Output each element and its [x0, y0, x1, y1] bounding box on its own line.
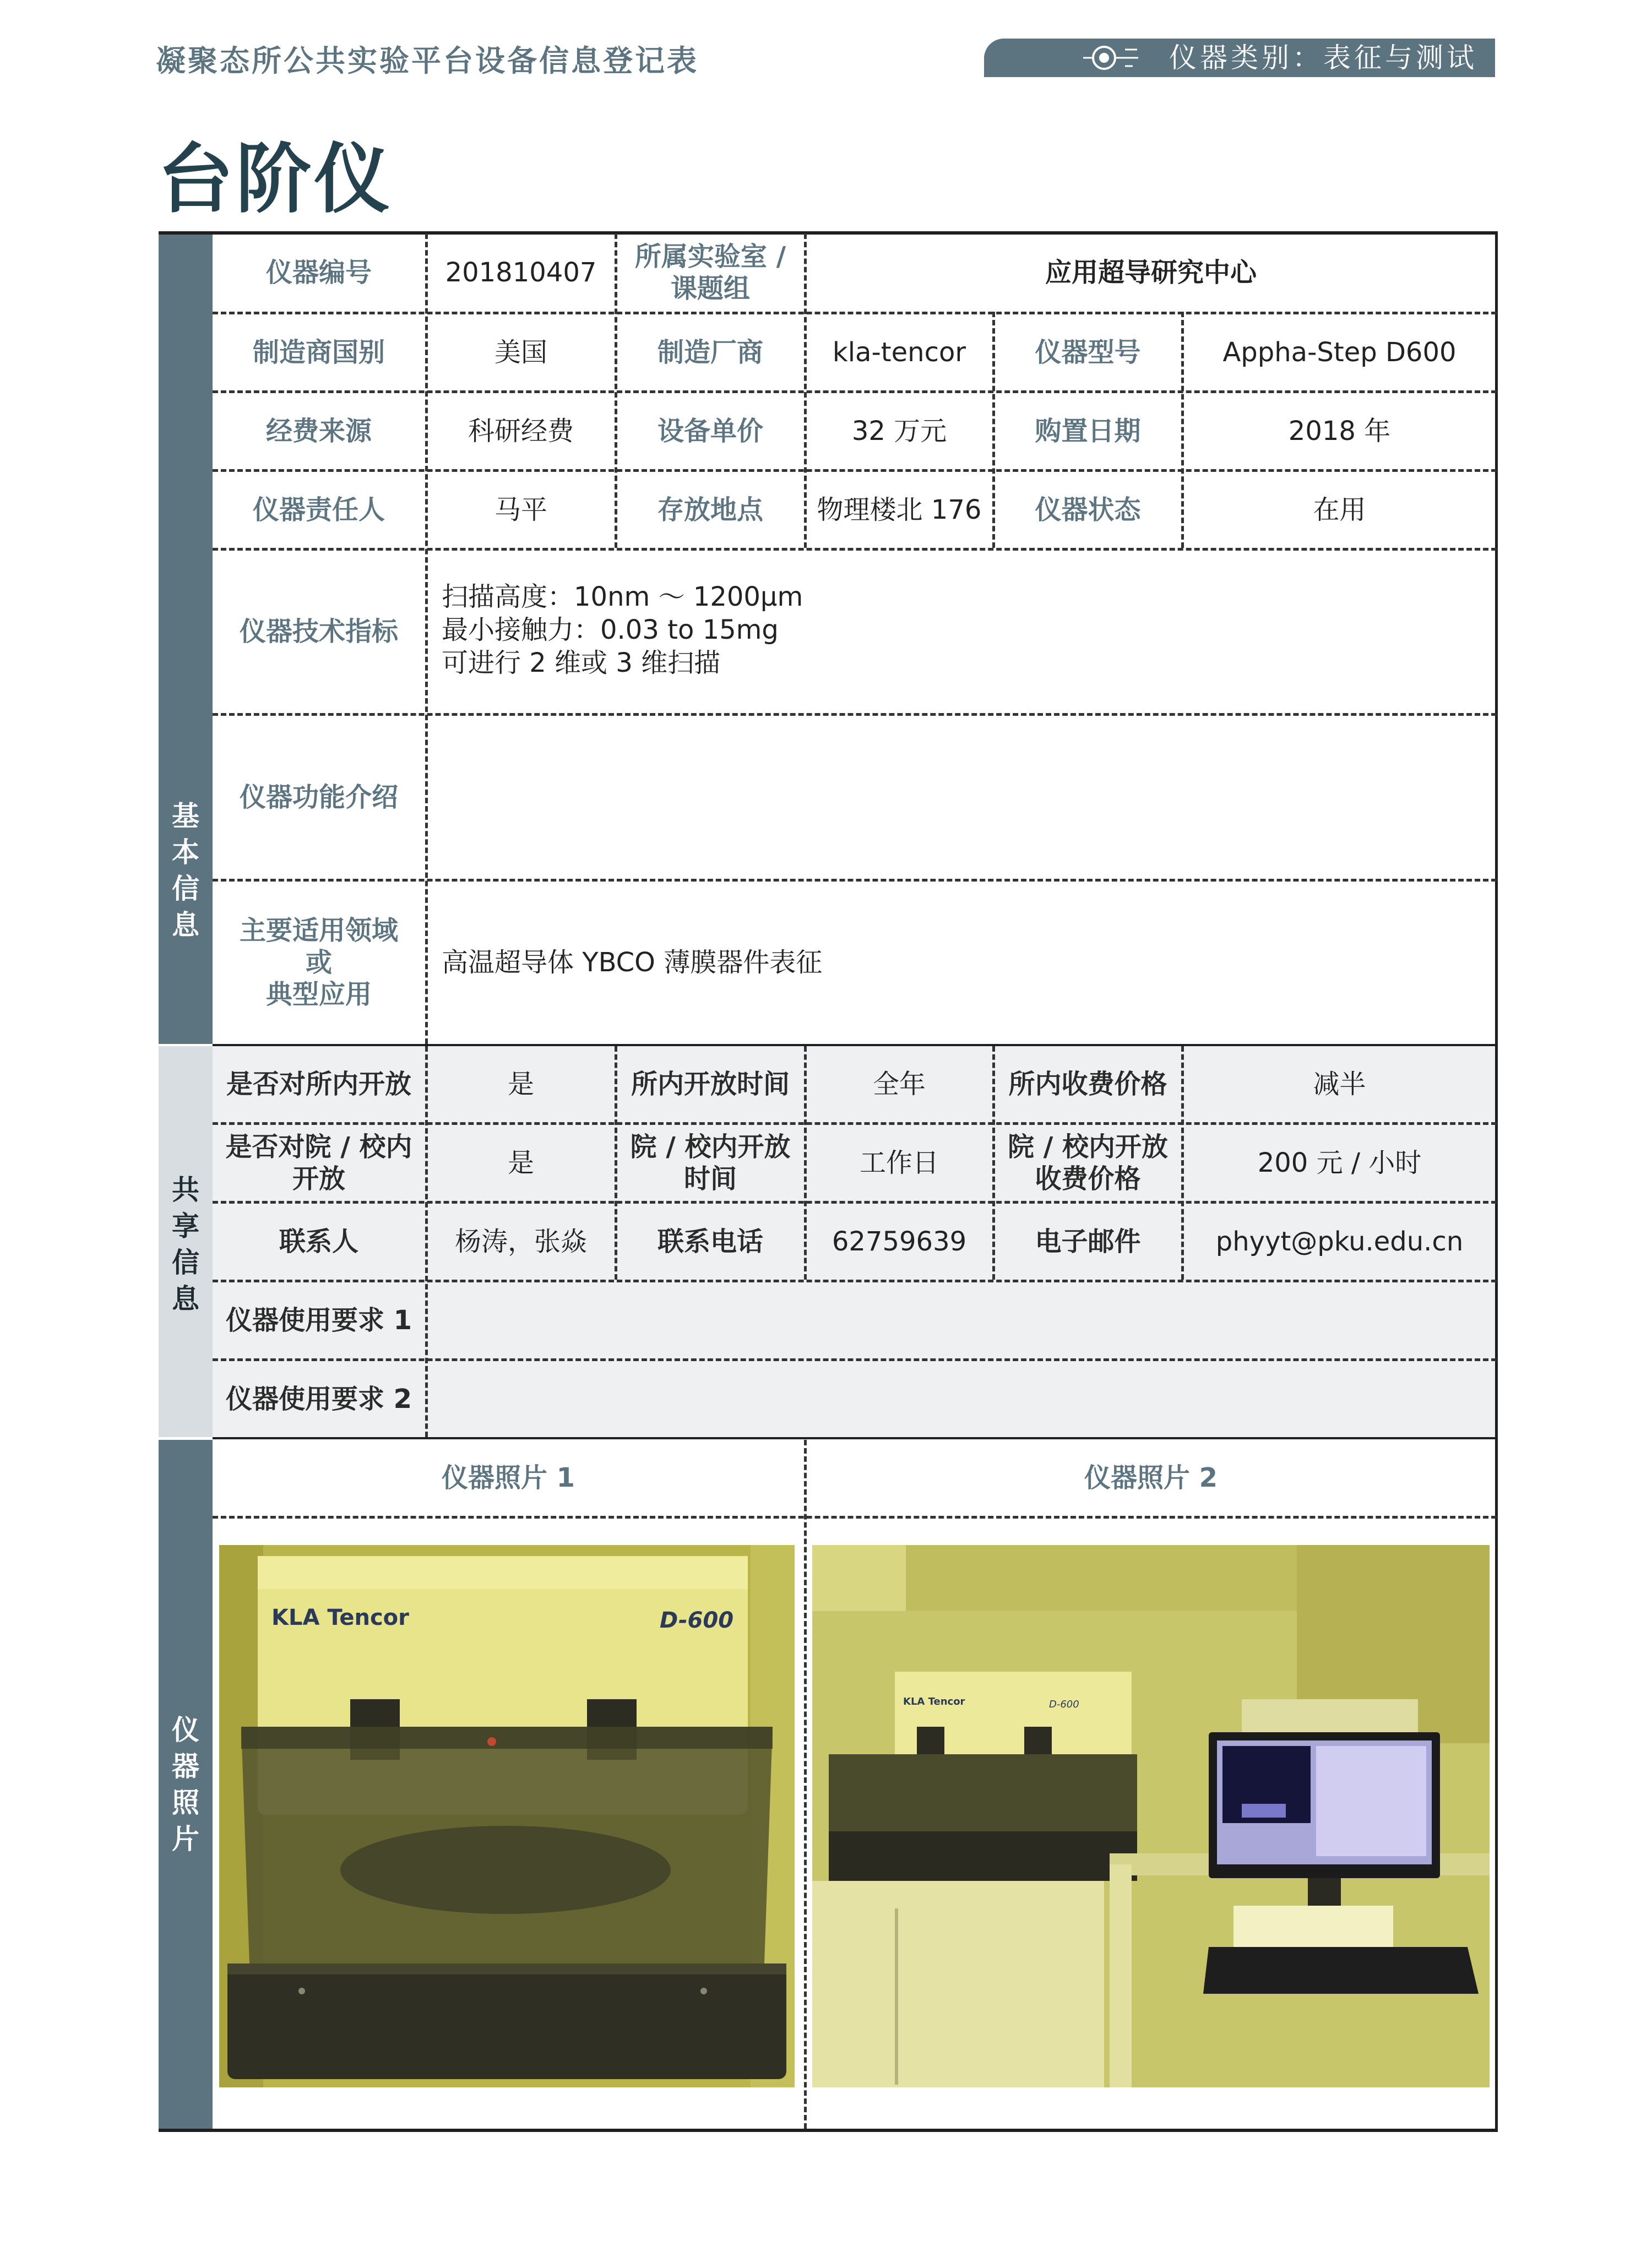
photo-1-label: 仪器照片 1: [441, 1462, 575, 1493]
instrument-no-value: 201810407: [445, 257, 597, 288]
open-internal-label: 是否对所内开放: [226, 1069, 411, 1100]
spec-line: 可进行 2 维或 3 维扫描: [442, 648, 721, 678]
country-value: 美国: [494, 336, 547, 368]
photo-model-text: D-600: [660, 1608, 734, 1633]
table-bottom-border: [159, 2129, 1498, 2132]
country-label: 制造商国别: [252, 336, 385, 368]
application-value: 高温超导体 YBCO 薄膜器件表征: [442, 947, 823, 978]
internal-fee-value: 减半: [1313, 1069, 1366, 1100]
open-internal-value: 是: [507, 1069, 534, 1100]
price-label: 设备单价: [657, 415, 763, 447]
document-title: 凝聚态所公共实验平台设备信息登记表: [156, 43, 699, 78]
contact-label: 联系人: [279, 1226, 358, 1257]
column-line: [804, 1440, 807, 2129]
model-value: Appha-Step D600: [1222, 336, 1457, 368]
contact-value: 杨涛，张焱: [454, 1226, 587, 1257]
spec-line: 最小接触力：0.03 to 15mg: [442, 614, 779, 645]
specs-label: 仪器技术指标: [239, 616, 398, 647]
lab-value: 应用超导研究中心: [1045, 257, 1257, 288]
internal-time-label: 所内开放时间: [631, 1069, 790, 1100]
camera-lens-icon: [1078, 43, 1144, 73]
campus-fee-value: 200 元 / 小时: [1257, 1147, 1422, 1178]
photo-2-label: 仪器照片 2: [1084, 1462, 1218, 1493]
campus-fee-label: 院 / 校内开放 收费价格: [1008, 1131, 1168, 1194]
price-value: 32 万元: [851, 415, 947, 447]
owner-label: 仪器责任人: [252, 494, 385, 525]
lab-label: 所属实验室 / 课题组: [634, 241, 786, 304]
open-campus-label: 是否对院 / 校内 开放: [225, 1131, 412, 1194]
manufacturer-value: kla-tencor: [832, 336, 966, 368]
category-tag: [984, 39, 1495, 77]
phone-label: 联系电话: [657, 1226, 763, 1257]
funding-label: 经费来源: [265, 415, 372, 447]
internal-time-value: 全年: [872, 1069, 926, 1100]
photo-brand-text: KLA Tencor: [271, 1605, 409, 1630]
location-value: 物理楼北 176: [817, 494, 982, 525]
phone-value: 62759639: [832, 1226, 967, 1257]
application-label: 主要适用领域 或 典型应用: [239, 915, 398, 1010]
specs-value: [442, 580, 803, 679]
section-shared-label: 共 享 信 息: [172, 1174, 199, 1315]
category-label: 仪器类别：表征与测试: [1169, 42, 1477, 74]
section-divider-2: [213, 1437, 1497, 1439]
location-label: 存放地点: [657, 494, 763, 525]
email-label: 电子邮件: [1035, 1226, 1141, 1257]
campus-time-value: 工作日: [859, 1147, 939, 1178]
section-shared-bar: [159, 1046, 213, 1437]
purchase-date-value: 2018 年: [1288, 415, 1391, 447]
svg-text:D-600: D-600: [1049, 1699, 1079, 1710]
campus-time-label: 院 / 校内开放 时间: [630, 1131, 791, 1194]
requirement-1-label: 仪器使用要求 1: [225, 1304, 412, 1336]
section-photos-label: 仪 器 照 片: [172, 1714, 199, 1855]
manufacturer-label: 制造厂商: [657, 336, 763, 368]
owner-value: 马平: [494, 494, 547, 525]
instrument-photo-2: [812, 1545, 1490, 2087]
open-campus-value: 是: [507, 1147, 534, 1178]
status-label: 仪器状态: [1035, 494, 1141, 525]
page-title: 台阶仪: [157, 135, 393, 224]
function-label: 仪器功能介绍: [239, 781, 398, 813]
purchase-date-label: 购置日期: [1035, 415, 1141, 447]
requirement-2-value: [427, 1361, 1496, 1437]
instrument-photo-1: [219, 1545, 795, 2087]
section-photos-bar: [159, 1440, 213, 2129]
section-basic-bar: [159, 233, 213, 1044]
model-label: 仪器型号: [1035, 336, 1141, 368]
email-value: phyyt@pku.edu.cn: [1215, 1226, 1464, 1257]
requirement-1-value: [427, 1282, 1496, 1358]
status-value: 在用: [1313, 494, 1366, 525]
requirement-2-label: 仪器使用要求 2: [225, 1383, 412, 1415]
section-basic-label: 基 本 信 息: [172, 800, 199, 941]
internal-fee-label: 所内收费价格: [1008, 1069, 1167, 1100]
spec-line: 扫描高度：10nm ～ 1200μm: [442, 581, 803, 612]
svg-text:KLA Tencor: KLA Tencor: [903, 1696, 965, 1707]
row-line: [213, 1516, 1497, 1519]
funding-value: 科研经费: [468, 415, 574, 447]
instrument-no-label: 仪器编号: [265, 257, 372, 288]
